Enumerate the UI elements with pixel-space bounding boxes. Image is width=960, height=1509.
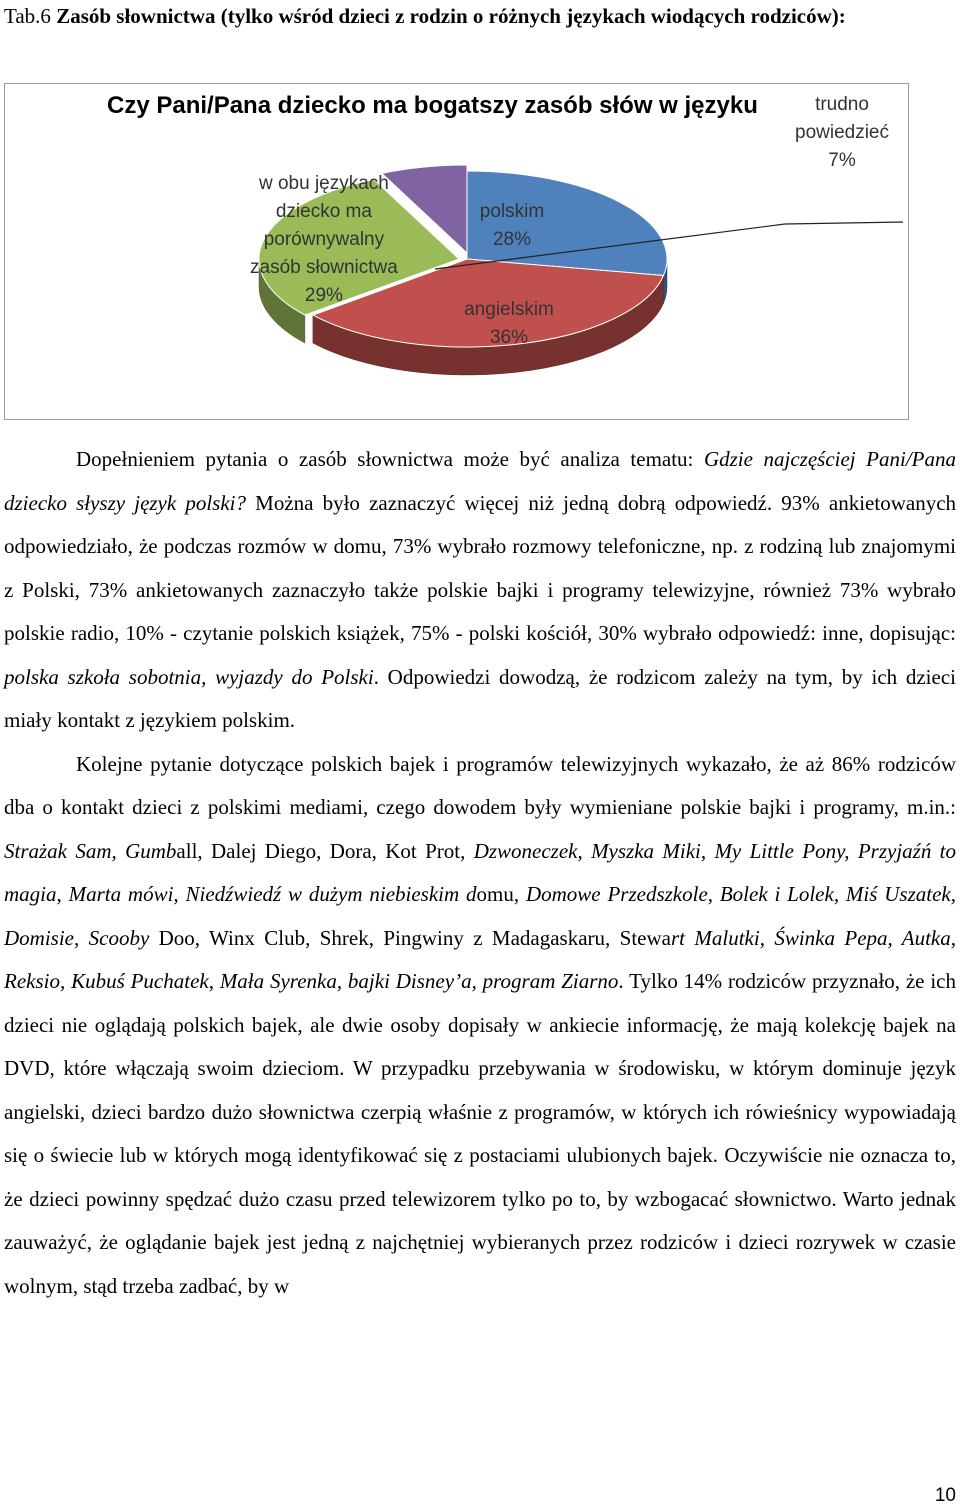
text-run: Doo, Winx Club, Shrek, Pingwiny z Madagaskaru, Stewa — [149, 925, 671, 950]
slice-label-line: zasób słownictwa — [250, 257, 398, 278]
caption-title: Zasób słownictwa (tylko wśród dzieci z rodzin o różnych językach wiodących rodziców): — [56, 4, 846, 28]
text-run: omu, — [476, 882, 526, 906]
italic-run: Dzwoneczek, Myszka Miki, My Little Pony, Przyjaźń to magia, Marta mówi, Niedźwiedź w dużym niebieskim d — [4, 838, 956, 906]
text-run: all, Dalej Diego, Dora, Kot Prot, — [176, 838, 474, 863]
italic-run: Mała Syrenka, bajki Disney’a, program Ziarno — [219, 969, 619, 993]
italic-run: rt Malutki, Świnka Pepa, Autka — [671, 925, 951, 950]
italic-run: polska szkoła sobotnia, wyjazdy do Polski — [4, 664, 374, 689]
body-text — [4, 438, 956, 1308]
slice-label-line: angielskim — [464, 299, 554, 320]
text-run: Dopełnieniem pytania o zasób słownictwa może być analiza tematu: — [76, 447, 704, 471]
slice-label-line: 7% — [828, 150, 856, 171]
pie-chart — [4, 83, 909, 420]
chart-title: Czy Pani/Pana dziecko ma bogatszy zasób słów w języku — [107, 92, 758, 119]
slice-label-line: polskim — [479, 201, 545, 222]
page-number: 10 — [934, 1485, 956, 1506]
text-run: , — [950, 925, 956, 950]
slice-label — [795, 91, 889, 175]
text-run: Kolejne pytanie dotyczące polskich bajek i programów telewizyjnych wykazało, że aż 86% rodziców dba o kontakt dzieci z polskimi mediami, czego dowodem były wymieniane polskie bajki i programy, m.in.: — [4, 751, 956, 819]
text-run: . Tylko 14% rodziców przyznało, że ich dzieci nie oglądają polskich bajek, ale dwie osoby dopisały w ankiecie informację, że mają kolekcję bajek na DVD, które włączają swoim dzieciom. W przypadku przebywania w środowisku, w którym dominuje język angielski, dzieci bardzo dużo słownictwa czerpią właśnie z programów, w których ich rówieśnicy wypowiadają się o świecie lub w których mogą identyfikować się z postaciami ulubionych bajek. Oczywiście nie oznacza to, że dzieci powinny spędzać dużo czasu przed telewizorem tylko po to, by wzbogacać słownictwo. Warto jednak zauważyć, że oglądanie bajek jest jedną z najchętniej wybieranych przez rodziców i dzieci rozrywek w czasie wolnym, stąd trzeba zadbać, by w — [4, 969, 957, 1298]
text-run: , — [208, 969, 220, 993]
slice-label-line: 36% — [489, 327, 529, 348]
pie-chart-svg — [5, 84, 908, 419]
slice-label-line: powiedzieć — [795, 122, 889, 143]
text-run: Można było zaznaczyć więcej niż jedną dobrą odpowiedź. 93% ankietowanych odpowiedziało, że podczas rozmów w domu, 73% wybrało rozmowy telefoniczne, np. z rodziną lub znajomymi z Polski, 73% ankietowanych zaznaczyło także polskie bajki i programy telewizyjne, również 73% wybrało polskie radio, 10% - czytanie polskich książek, 75% - polski kościół, 30% wybrało odpowiedź: inne, dopisując: — [4, 490, 957, 645]
slice-label-line: 28% — [492, 229, 532, 250]
slice-label — [480, 198, 544, 254]
italic-run: Reksio, Kubuś Puchatek — [4, 969, 209, 993]
paragraph — [4, 438, 956, 743]
slice-label-line: porównywalny — [263, 229, 385, 250]
slice-label-line: trudno — [815, 94, 869, 115]
slice-label — [250, 170, 398, 310]
caption-prefix: Tab.6 — [4, 4, 57, 28]
table-caption — [4, 0, 944, 32]
paragraph — [4, 743, 956, 1309]
text-run: . Odpowiedzi dowodzą, że rodzicom zależy na tym, by ich dzieci miały kontakt z językiem polskim. — [4, 664, 956, 732]
slice-label-line: w obu językach — [258, 173, 389, 194]
italic-run: Gdzie najczęściej Pani/Pana dziecko słyszy język polski? — [4, 447, 957, 515]
slice-label-line: dziecko ma — [275, 201, 372, 222]
italic-run: Strażak Sam, Gumb — [4, 838, 177, 863]
slice-label-line: 29% — [304, 285, 343, 306]
slice-label — [464, 296, 554, 352]
italic-run: Domowe Przedszkole, Bolek i Lolek, Miś Uszatek, Domisie, Scooby — [4, 882, 956, 950]
